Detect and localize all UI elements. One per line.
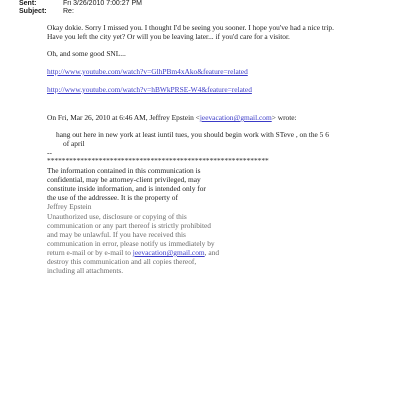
- subject-label: Subject:: [19, 8, 47, 15]
- sent-label: Sent:: [19, 0, 37, 7]
- attribution-email-link[interactable]: jeevacation@gmail.com: [199, 113, 272, 122]
- reply-line-2: of april: [63, 139, 85, 148]
- attribution-suffix: > wrote:: [271, 113, 297, 122]
- subject-row: [19, 8, 74, 16]
- notice-line-1: The information contained in this communication is: [47, 166, 201, 175]
- reply-line-1: hang out here in new york at least iuntil tues, you should begin work with STeve , on the 5 6: [56, 130, 329, 139]
- notice-gray-line-4: communication in error, please notify us immediately by: [47, 239, 215, 248]
- return-suffix: , and: [204, 248, 220, 257]
- notice-return-line: [47, 248, 219, 257]
- notice-line-3: constitute inside information, and is intended only for: [47, 184, 206, 193]
- signature-dash: --: [47, 148, 52, 157]
- notice-gray-line-2: communication or any part thereof is strictly prohibited: [47, 221, 211, 230]
- notice-line-2: confidential, may be attorney-client privileged, may: [47, 175, 201, 184]
- notice-gray-line-3: and may be unlawful. If you have received this: [47, 230, 186, 239]
- notice-line-4: the use of the addressee. It is the property of: [47, 193, 178, 202]
- return-prefix: return e-mail or by e-mail to: [47, 248, 133, 257]
- notice-tail-line-2: including all attachments.: [47, 266, 124, 275]
- star-divider: ************************************************************: [47, 156, 269, 165]
- body-line-1: Okay dokie. Sorry I missed you. I thought I'd be seeing you sooner. I hope you've had a nice trip.: [47, 23, 334, 32]
- body-line-snl: Oh, and some good SNL...: [47, 49, 126, 58]
- notice-name: Jeffrey Epstein: [47, 202, 92, 211]
- sent-row: [19, 0, 142, 8]
- notice-gray-line-1: Unauthorized use, disclosure or copying of this: [47, 212, 187, 221]
- youtube-link-2[interactable]: http://www.youtube.com/watch?v=hBWkPRSE-W4&feature=related: [47, 85, 252, 94]
- sent-value: Fri 3/26/2010 7:00:27 PM: [63, 0, 142, 7]
- notice-tail-line-1: destroy this communication and all copies thereof,: [47, 257, 197, 266]
- quote-attribution: [47, 113, 297, 122]
- body-line-2: Have you left the city yet? Or will you be leaving later... if you'd care for a visitor.: [47, 32, 290, 41]
- subject-value: Re:: [63, 8, 74, 15]
- attribution-prefix: On Fri, Mar 26, 2010 at 6:46 AM, Jeffrey Epstein <: [47, 113, 200, 122]
- youtube-link-1[interactable]: http://www.youtube.com/watch?v=GlhPBm4xAko&feature=related: [47, 67, 248, 76]
- return-email-link[interactable]: jeevacation@gmail.com: [132, 248, 205, 257]
